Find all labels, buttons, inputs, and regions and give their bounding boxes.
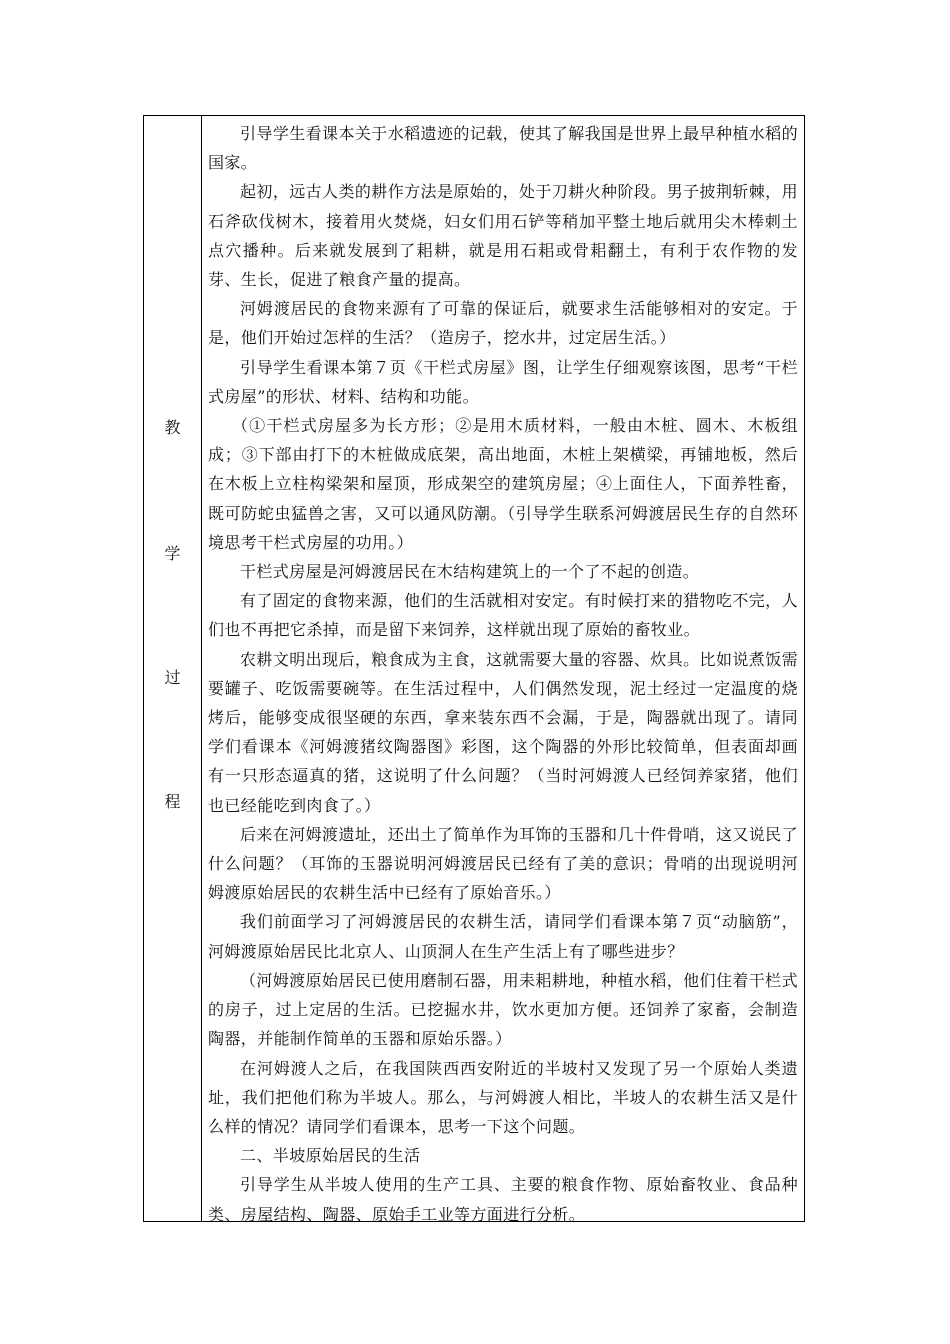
row-label-char: 程 <box>164 792 181 811</box>
paragraph: 在河姆渡人之后，在我国陕西西安附近的半坡村又发现了另一个原始人类遗址，我们把他们称为半坡人。那么，与河姆渡人相比，半坡人的农耕生活又是什么样的情况？请同学们看课本，思考一下这个问题。 <box>208 1058 798 1136</box>
paragraph: 起初，远古人类的耕作方法是原始的，处于刀耕火种阶段。男子披荆斩棘，用石斧砍伐树木，接着用火焚烧，妇女们用石铲等稍加平整土地后就用尖木棒刺土点穴播种。后来就发展到了耜耕，就是用石耜或骨耜翻土，有利于农作物的发芽、生长，促进了粮食产量的提高。 <box>208 182 798 290</box>
paragraph: 有了固定的食物来源，他们的生活就相对安定。有时候打来的猎物吃不完，人们也不再把它杀掉，而是留下来饲养，这样就出现了原始的畜牧业。 <box>208 591 798 640</box>
paragraph: 后来在河姆渡遗址，还出土了简单作为耳饰的玉器和几十件骨哨，这又说民了什么问题？（耳饰的玉器说明河姆渡居民已经有了美的意识；骨哨的出现说明河姆渡原始居民的农耕生活中已经有了原始音乐。） <box>208 824 798 903</box>
row-label-char: 学 <box>164 544 181 563</box>
paragraph: 我们前面学习了河姆渡居民的农耕生活，请同学们看课本第７页“动脑筋”，河姆渡原始居民比北京人、山顶洞人在生产生活上有了哪些进步？ <box>208 912 798 961</box>
lesson-table <box>143 115 805 1222</box>
paragraph: （①干栏式房屋多为长方形；②是用木质材料，一般由木桩、圆木、木板组成；③下部由打下的木桩做成底架，高出地面，木桩上架横梁，再铺地板，然后在木板上立柱构梁架和屋顶，形成架空的建筑房屋；④上面住人，下面养牲畜，既可防蛇虫猛兽之害，又可以通风防潮。（引导学生联系河姆渡居民生存的自然环境思考干栏式房屋的功用。） <box>208 416 798 552</box>
section-heading: 二、半坡原始居民的生活 <box>240 1146 421 1166</box>
paragraph: 引导学生看课本关于水稻遗迹的记载，使其了解我国是世界上最早种植水稻的国家。 <box>208 124 798 173</box>
row-label-char: 过 <box>164 668 181 687</box>
paragraph: 引导学生看课本第７页《干栏式房屋》图，让学生仔细观察该图，思考“干栏式房屋”的形状、材料、结构和功能。 <box>208 357 798 406</box>
paragraph: 干栏式房屋是河姆渡居民在木结构建筑上的一个了不起的创造。 <box>240 562 700 582</box>
paragraph: 河姆渡居民的食物来源有了可靠的保证后，就要求生活能够相对的安定。于是，他们开始过怎样的生活？（造房子，挖水井，过定居生活。） <box>208 299 798 348</box>
row-label-cell <box>144 116 202 1221</box>
paragraph: 引导学生从半坡人使用的生产工具、主要的粮食作物、原始畜牧业、食品种类、房屋结构、陶器、原始手工业等方面进行分析。 <box>208 1175 798 1224</box>
row-label-char: 教 <box>164 418 181 437</box>
paragraph: 农耕文明出现后，粮食成为主食，这就需要大量的容器、炊具。比如说煮饭需要罐子、吃饭需要碗等。在生活过程中，人们偶然发现，泥土经过一定温度的烧烤后，能够变成很坚硬的东西，拿来装东西不会漏，于是，陶器就出现了。请同学们看课本《河姆渡猪纹陶器图》彩图，这个陶器的外形比较简单，但表面却画有一只形态逼真的猪，这说明了什么问题？（当时河姆渡人已经饲养家猪，他们也已经能吃到肉食了。） <box>208 649 798 815</box>
content-cell <box>202 116 804 1224</box>
paragraph: （河姆渡原始居民已使用磨制石器，用耒耜耕地，种植水稻，他们住着干栏式的房子，过上定居的生活。已挖掘水井，饮水更加方便。还饲养了家畜，会制造陶器，并能制作简单的玉器和原始乐器。） <box>208 970 798 1049</box>
